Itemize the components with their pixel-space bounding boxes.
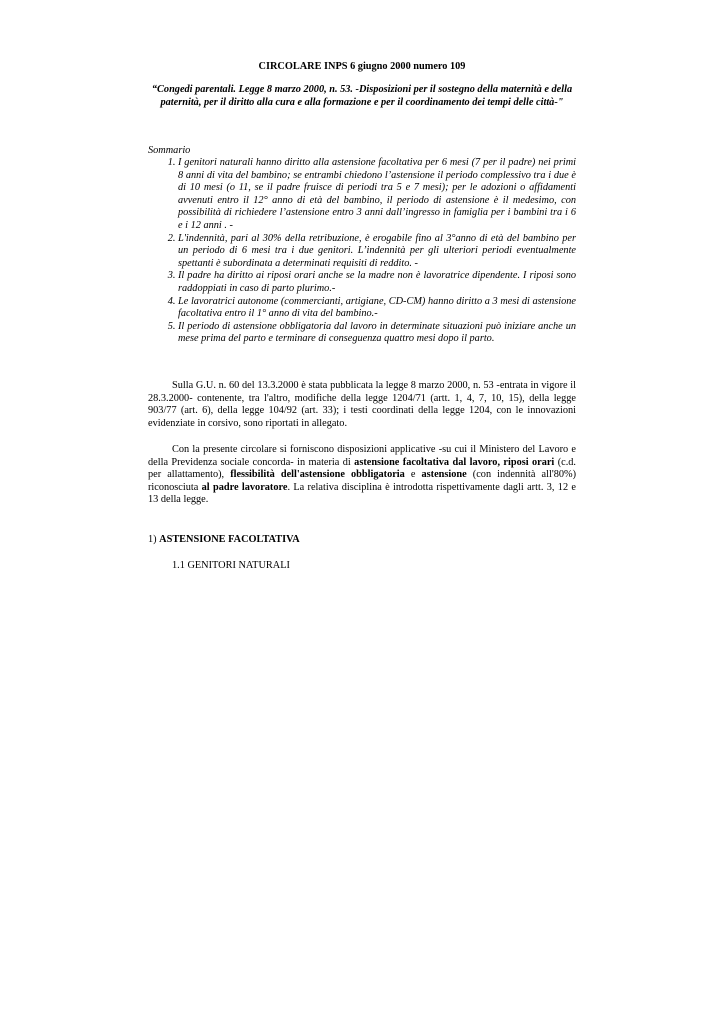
summary-item-5: 5. Il periodo di astensione obbligatoria dal lavoro in determinate situazioni può iniziare anche un mese prima del parto e terminare di conseguenza quattro mesi dopo il parto.	[178, 321, 576, 346]
paragraph-text: . La relativa disciplina è introdotta rispettivamente dagli artt. 3, 12 e 13 della legge.	[148, 481, 576, 506]
summary-item-3: 3. Il padre ha diritto ai riposi orari anche se la madre non è lavoratrice dipendente. I riposi sono raddoppiati in caso di parto plurimo.-	[178, 270, 576, 295]
summary-item-4: 4. Le lavoratrici autonome (commercianti, artigiane, CD-CM) hanno diritto a 3 mesi di astensione facoltativa entro il 1° anno di vita del bambino.-	[178, 296, 576, 321]
provisions-paragraph	[148, 444, 576, 507]
summary-item-1: 1. I genitori naturali hanno diritto alla astensione facoltativa per 6 mesi (7 per il padre) nei primi 8 anni di vita del bambino; se entrambi chiedono l’astensione il periodo complessivo tra i due è di 10 mesi (o 11, se il padre fruisce di periodi tra 5 e 7 mesi); per le adozioni o affidamenti avvenuti entro il 12° anno di età del bambino, il periodo di astensione è il medesimo, con possibilità di richiedere l’astensione entro 3 anni dall’ingresso in famiglia per i bambini tra i 6 e i 12 anni . -	[178, 157, 576, 233]
paragraph-text: Con la presente circolare si forniscono disposizioni applicative -su cui il Ministero del Lavoro e della Previdenza sociale concorda- in materia di	[148, 444, 576, 468]
summary-list	[148, 157, 576, 346]
paragraph-text: e	[404, 469, 422, 481]
paragraph-bold-text: astensione facoltativa dal lavoro, riposi orari	[354, 456, 555, 468]
section-number: 1)	[148, 534, 160, 545]
section-title: ASTENSIONE FACOLTATIVA	[159, 534, 300, 545]
paragraph-text: (c.d. per allattamento),	[148, 456, 576, 481]
paragraph-bold-text: al padre lavoratore	[201, 481, 288, 493]
document-subtitle: “Congedi parentali. Legge 8 marzo 2000, n. 53. -Disposizioni per il sostegno della maternità e della paternità, per il diritto alla cura e alla formazione e per il coordinamento dei tempi delle città-"	[151, 84, 573, 108]
paragraph-bold-text: flessibilità dell'astensione obbligatoria	[230, 469, 405, 481]
document-title: CIRCOLARE INPS 6 giugno 2000 numero 109	[258, 61, 466, 72]
paragraph-text: (con indennità all'80%) riconosciuta	[148, 469, 577, 493]
intro-paragraph: Sulla G.U. n. 60 del 13.3.2000 è stata pubblicata la legge 8 marzo 2000, n. 53 -entrata in vigore il 28.3.2000- contenente, tra l'altro, modifiche della legge 1204/71 (artt. 1, 4, 7, 10, 15), della legge 903/77 (art. 6), della legge 104/92 (art. 33); i testi coordinati della legge 1204, con le innovazioni evidenziate in corsivo, sono riportati in allegato.	[148, 380, 576, 429]
summary-heading: Sommario	[148, 145, 191, 156]
paragraph-bold-text: astensione	[421, 469, 467, 481]
subsection-heading: 1.1 GENITORI NATURALI	[172, 560, 290, 571]
section-heading	[148, 534, 300, 547]
summary-item-2: 2. L'indennità, pari al 30% della retribuzione, è erogabile fino al 3°anno di età del bambino per un periodo di 6 mesi tra i due genitori. L’indennità per gli ulteriori periodi eventualmente spettanti è subordinata a determinati requisiti di reddito. -	[178, 233, 576, 271]
